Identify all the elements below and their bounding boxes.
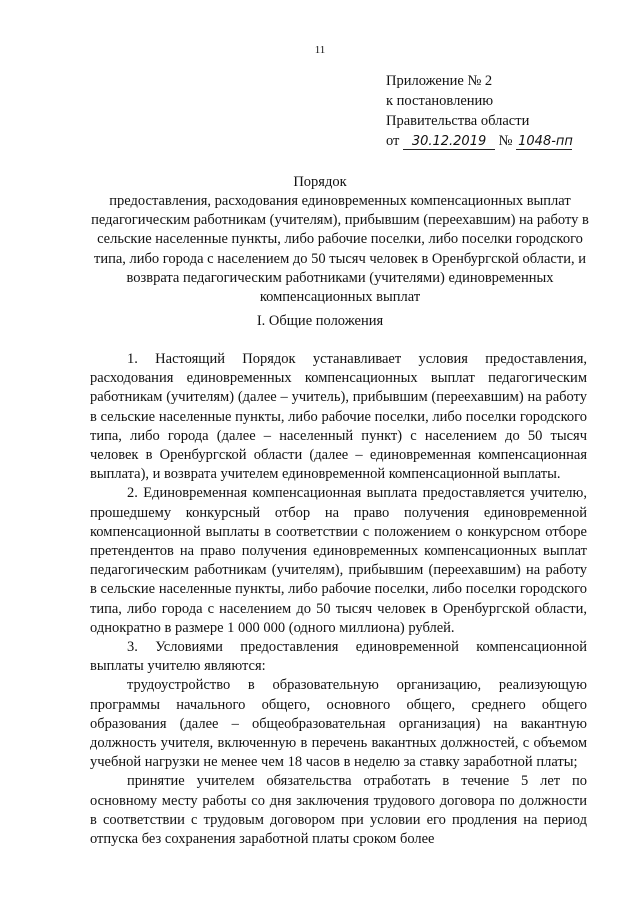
number-prefix: №	[498, 133, 513, 149]
appendix-line-2: к постановлению	[386, 93, 494, 109]
date-prefix: от	[386, 133, 400, 149]
paragraph-3: 3. Условиями предоставления единовременной компенсационной выплаты учителю являются:	[90, 639, 587, 675]
paragraph-2: 2. Единовременная компенсационная выплата предоставляется учителю, прошедшему конкурсный отбор на право получения единовременной компенсационной выплаты в соответствии с положением о конкурсном отборе претендентов на право получения единовременных компенсационных выплат педагогическим работникам (учителям), прибывшим (переехавшим) на работу в сельские населенные пункты, либо рабочие поселки, либо поселки городского типа, либо города с населением до 50 тысяч человек в Оренбургской области, однократно в размере 1 000 000 (одного миллиона) рублей.	[90, 485, 587, 636]
section-heading: I. Общие положения	[256, 313, 384, 329]
paragraph-5: принятие учителем обязательства отработать в течение 5 лет по основному месту работы со дня заключения трудового договора по должности в соответствии с трудовым договором при условии его продления на период отпуска без сохранения заработной платы сроком более	[90, 773, 587, 848]
document-body	[90, 350, 587, 849]
paragraph-4: трудоустройство в образовательную организацию, реализующую программы начального общего, основного общего, среднего общего образования (далее – общеобразовательная организация) на вакантную должность учителя, включенную в перечень вакантных должностей, с объемом учебной нагрузки не менее чем 18 часов в неделю за ставку заработной платы;	[90, 677, 587, 771]
appendix-date-row	[386, 131, 572, 151]
document-title: Порядок	[293, 174, 347, 190]
handwritten-date: 30.12.2019	[403, 134, 495, 150]
appendix-line-1: Приложение № 2	[386, 73, 493, 89]
paragraph-1: 1. Настоящий Порядок устанавливает условия предоставления, расходования единовременных компенсационных выплат педагогическим работникам (учителям) (далее – учитель), прибывшим (переехавшим) на работу в сельские населенные пункты, либо рабочие поселки, либо поселки городского типа, либо города (далее – населенный пункт) с населением до 50 тысяч человек в Оренбургской области (далее – единовременная компенсационная выплата), и возврата учителем единовременной компенсационной выплаты.	[90, 351, 587, 483]
appendix-block	[386, 71, 572, 151]
handwritten-number: 1048-пп	[518, 134, 573, 149]
page-number: 11	[314, 44, 326, 56]
appendix-line-3: Правительства области	[386, 113, 530, 129]
document-subtitle: предоставления, расходования единовременных компенсационных выплат педагогическим работникам (учителям), прибывшим (переехавшим) на работу в сельские населенные пункты, либо рабочие поселки, либо поселки городского типа, либо города с населением до 50 тысяч человек в Оренбургской области, и возврата педагогическим работниками (учителями) единовременных компенсационных выплат	[91, 193, 589, 306]
